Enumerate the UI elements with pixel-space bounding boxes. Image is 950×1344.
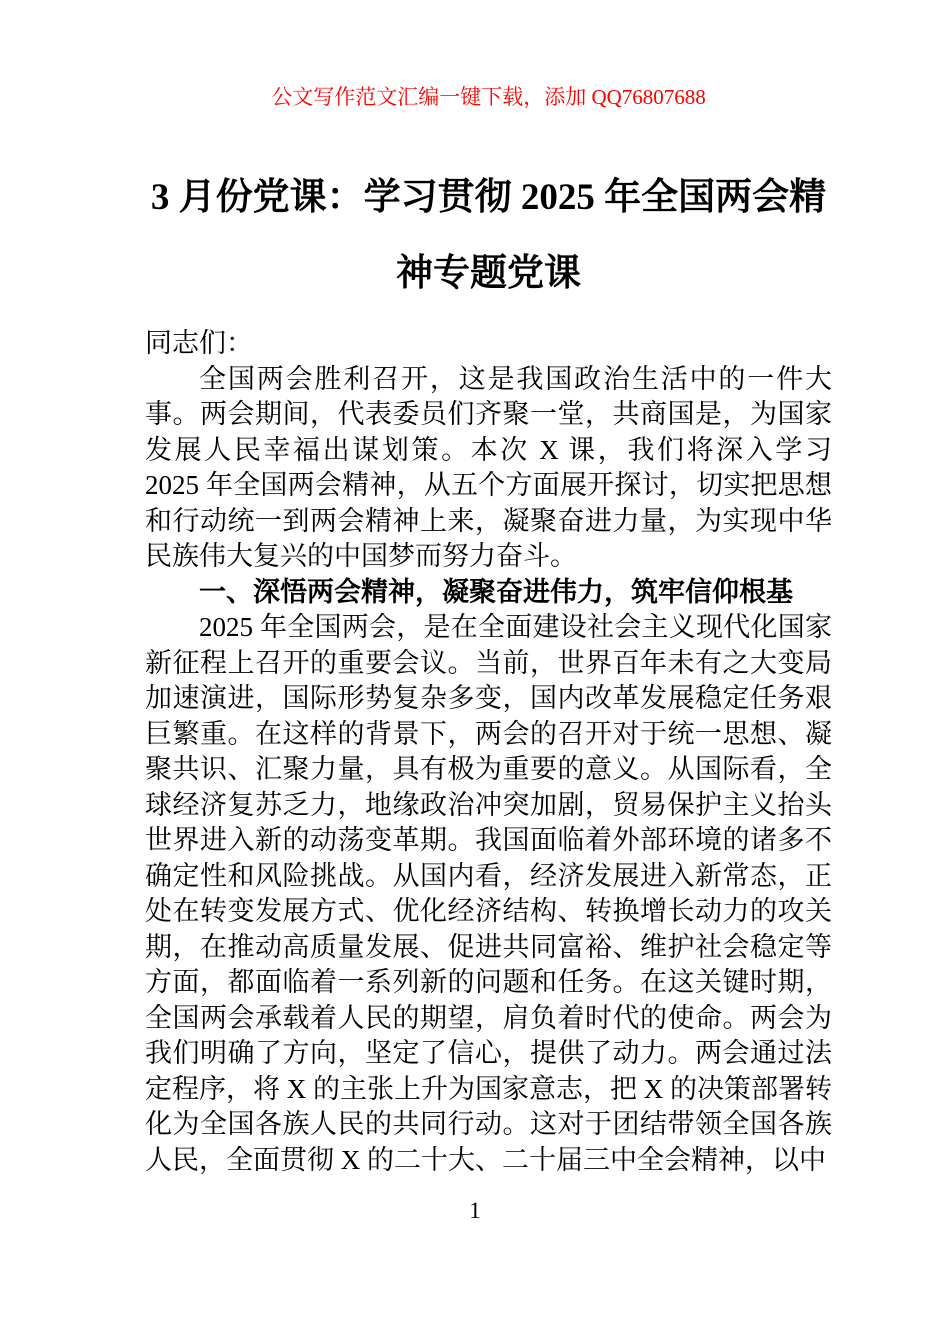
paragraph-intro: 全国两会胜利召开，这是我国政治生活中的一件大事。两会期间，代表委员们齐聚一堂，共商国是，为国家发展人民幸福出谋划策。本次 X 课，我们将深入学习 2025 年全国两会精神，从五个方面展开探讨，切实把思想和行动统一到两会精神上来，凝聚奋进力量，为实现中华民族伟大复兴的中国梦而努力奋斗。 — [145, 363, 832, 571]
salutation: 同志们： — [145, 328, 253, 358]
promo-watermark: 公文写作范文汇编一键下载，添加 QQ76807688 — [271, 85, 706, 109]
page-number: 1 — [469, 1198, 481, 1223]
paragraph-section-1: 2025 年全国两会，是在全面建设社会主义现代化国家新征程上召开的重要会议。当前，世界百年未有之大变局加速演进，国际形势复杂多变，国内改革发展稳定任务艰巨繁重。在这样的背景下，两会的召开对于统一思想、凝聚共识、汇聚力量，具有极为重要的意义。从国际看，全球经济复苏乏力，地缘政治冲突加剧，贸易保护主义抬头世界进入新的动荡变革期。我国面临着外部环境的诸多不确定性和风险挑战。从国内看，经济发展进入新常态，正处在转变发展方式、优化经济结构、转换增长动力的攻关期，在推动高质量发展、促进共同富裕、维护社会稳定等方面，都面临着一系列新的问题和任务。在这关键时期，全国两会承载着人民的期望，肩负着时代的使命。两会为我们明确了方向，坚定了信心，提供了动力。两会通过法定程序，将 X 的主张上升为国家意志，把 X 的决策部署转化为全国各族人民的共同行动。这对于团结带领全国各族人民，全面贯彻 X 的二十大、二十届三中全会精神，以中 — [145, 612, 832, 1175]
document-body — [145, 326, 832, 1178]
document-title: 3 月份党课：学习贯彻 2025 年全国两会精神专题党课 — [150, 177, 827, 294]
section-heading-1: 一、深悟两会精神，凝聚奋进伟力，筑牢信仰根基 — [199, 576, 793, 607]
